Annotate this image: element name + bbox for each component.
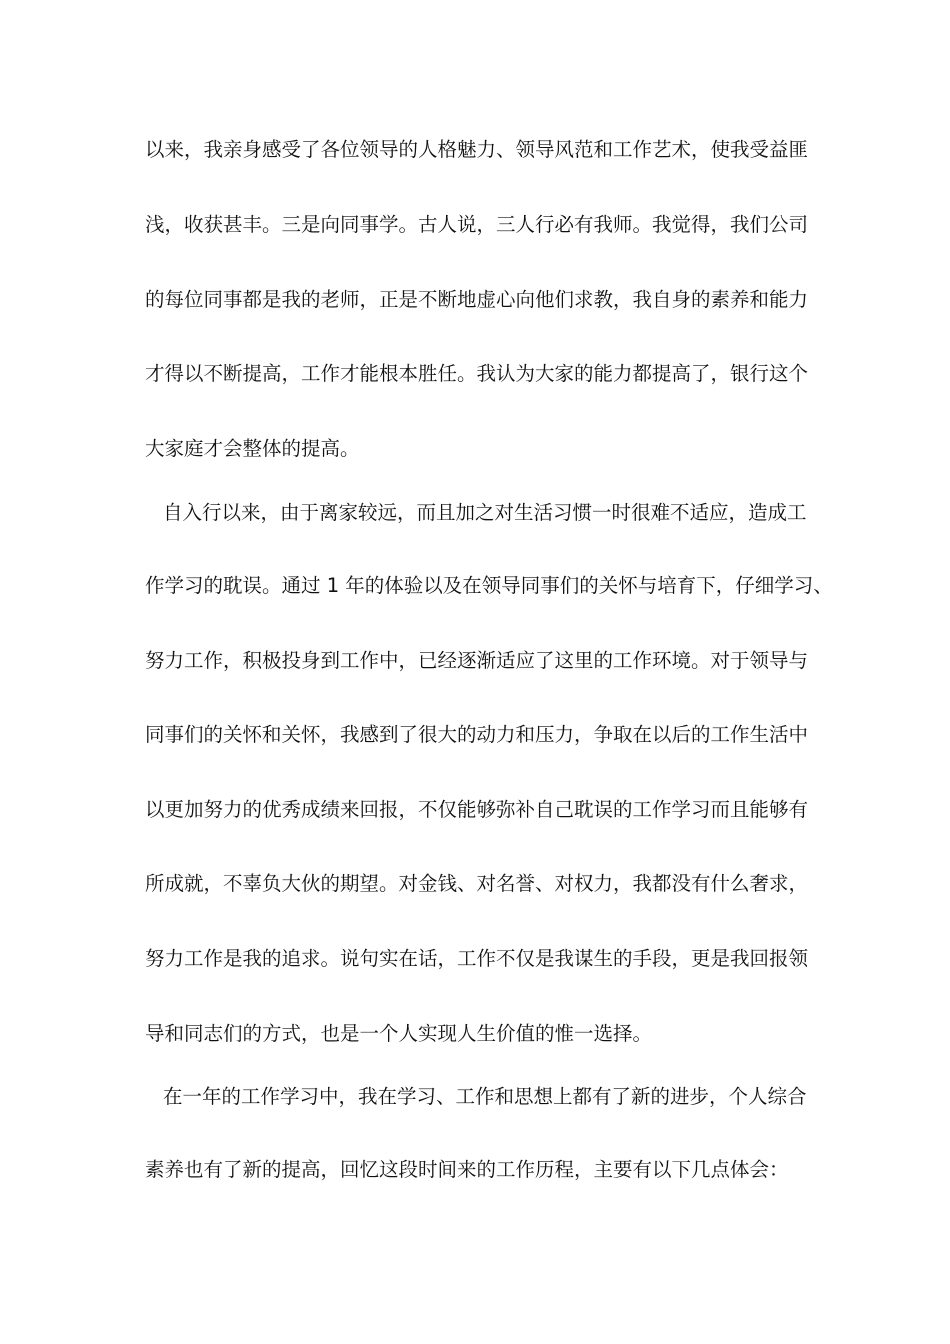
text-line: 浅，收获甚丰。三是向同事学。古人说，三人行必有我师。我觉得，我们公司 — [145, 213, 809, 236]
text-line: 素养也有了新的提高，回忆这段时间来的工作历程，主要有以下几点体会： — [145, 1158, 789, 1181]
text-line: 努力工作是我的追求。说句实在话，工作不仅是我谋生的手段，更是我回报领 — [145, 947, 809, 970]
text-line: 导和同志们的方式，也是一个人实现人生价值的惟一选择。 — [145, 1022, 653, 1045]
text-line: 以来，我亲身感受了各位领导的人格魅力、领导风范和工作艺术，使我受益匪 — [145, 138, 809, 161]
text-line: 大家庭才会整体的提高。 — [145, 437, 360, 460]
text-line: 以更加努力的优秀成绩来回报，不仅能够弥补自己耽误的工作学习而且能够有 — [145, 798, 809, 821]
paragraph-first-line: 在一年的工作学习中，我在学习、工作和思想上都有了新的进步，个人综合 — [163, 1085, 807, 1108]
text-line: 的每位同事都是我的老师，正是不断地虚心向他们求教，我自身的素养和能力 — [145, 288, 809, 311]
text-line: 才得以不断提高，工作才能根本胜任。我认为大家的能力都提高了，银行这个 — [145, 362, 809, 385]
text-line: 努力工作，积极投身到工作中，已经逐渐适应了这里的工作环境。对于领导与 — [145, 649, 809, 672]
paragraph-first-line: 自入行以来，由于离家较远，而且加之对生活习惯一时很难不适应，造成工 — [163, 501, 807, 524]
text-line: 所成就，不辜负大伙的期望。对金钱、对名誉、对权力，我都没有什么奢求， — [145, 872, 809, 895]
text-line: 同事们的关怀和关怀，我感到了很大的动力和压力，争取在以后的工作生活中 — [145, 723, 809, 746]
text-line: 作学习的耽误。通过 1 年的体验以及在领导同事们的关怀与培育下，仔细学习、 — [145, 574, 833, 597]
